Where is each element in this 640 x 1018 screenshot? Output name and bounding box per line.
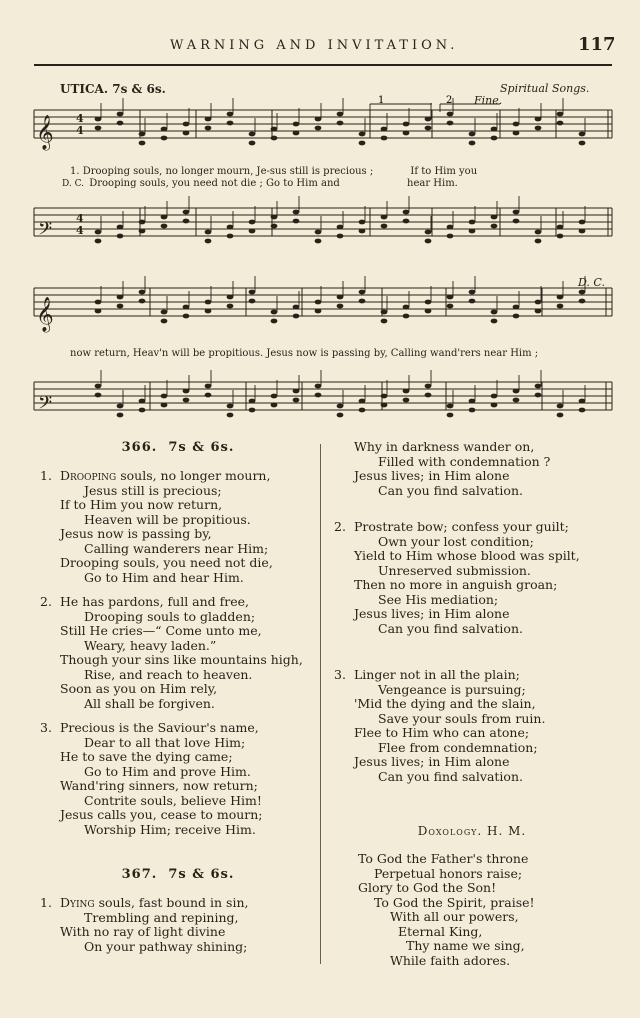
note-head	[205, 117, 212, 122]
note-head	[139, 229, 146, 234]
verse-line: 1. Dying souls, fast bound in sin,	[40, 895, 249, 910]
verse	[40, 896, 316, 954]
verse-line: Weary, heavy laden.”	[84, 637, 217, 653]
note-head	[205, 230, 212, 235]
doxology-line: Glory to God the Son!	[358, 880, 497, 895]
note-head	[95, 239, 102, 244]
note-head	[337, 295, 344, 300]
doxology-line: To God the Father's throne	[358, 851, 529, 866]
lyric-line-2: D. C. Drooping souls, you need not die ; Go to Him and hear Him.	[62, 178, 458, 189]
note-head	[227, 112, 234, 117]
note-head	[579, 229, 586, 234]
note-head	[205, 309, 212, 314]
running-title: WARNING AND INVITATION.	[170, 38, 459, 53]
note-head	[271, 394, 278, 399]
hymn-367-verse-1-start	[40, 896, 316, 954]
ending-2-label: 2	[446, 95, 453, 106]
note-head	[579, 290, 586, 295]
note-head	[337, 112, 344, 117]
verse-line: 1. Drooping souls, no longer mourn,	[40, 468, 271, 483]
verse-line: Save your souls from ruin.	[378, 710, 546, 726]
note-head	[469, 141, 476, 146]
note-head	[535, 309, 542, 314]
note-head	[381, 215, 388, 220]
verse-line: Drooping souls, you need not die,	[60, 555, 273, 570]
svg-text:𝄢: 𝄢	[38, 393, 53, 418]
note-head	[491, 136, 498, 141]
note-head	[227, 304, 234, 309]
note-head	[183, 398, 190, 403]
note-head	[95, 300, 102, 305]
note-head	[513, 305, 520, 310]
note-head	[469, 290, 476, 295]
note-head	[579, 132, 586, 137]
note-head	[95, 230, 102, 235]
note-head	[359, 229, 366, 234]
note-head	[95, 117, 102, 122]
note-head	[117, 295, 124, 300]
verse-line: Yield to Him whose blood was spilt,	[354, 548, 580, 563]
note-head	[117, 112, 124, 117]
note-head	[403, 219, 410, 224]
music-score	[0, 74, 640, 424]
note-head	[557, 304, 564, 309]
verse-line: Then no more in anguish groan;	[354, 577, 558, 592]
note-head	[315, 300, 322, 305]
verse	[40, 469, 316, 585]
note-head	[249, 141, 256, 146]
note-head	[381, 394, 388, 399]
note-head	[557, 413, 564, 418]
note-head	[579, 299, 586, 304]
note-head	[403, 131, 410, 136]
note-head	[491, 403, 498, 408]
verse-line: Drooping souls to gladden;	[84, 608, 256, 624]
note-head	[469, 132, 476, 137]
doxology-line: Thy name we sing,	[406, 938, 525, 953]
svg-text:𝄢: 𝄢	[38, 219, 53, 244]
verse	[334, 520, 610, 636]
note-head	[447, 234, 454, 239]
note-head	[293, 389, 300, 394]
note-head	[271, 215, 278, 220]
verse-number: 2.	[40, 594, 52, 609]
note-head	[95, 126, 102, 131]
note-head	[161, 215, 168, 220]
note-head	[359, 299, 366, 304]
note-head	[513, 314, 520, 319]
note-head	[403, 305, 410, 310]
verse-line: Filled with condemnation ?	[378, 453, 551, 469]
verse-line: 2. He has pardons, full and free,	[40, 594, 250, 609]
note-head	[447, 295, 454, 300]
note-head	[139, 290, 146, 295]
verse-number: 1.	[40, 895, 52, 910]
note-head	[513, 219, 520, 224]
note-head	[271, 319, 278, 324]
note-head	[359, 141, 366, 146]
note-head	[535, 117, 542, 122]
verse	[334, 668, 610, 784]
verse-line: Trembling and repining,	[84, 909, 239, 925]
verse-line: Jesus lives; in Him alone	[354, 754, 510, 769]
note-head	[337, 404, 344, 409]
note-head	[139, 141, 146, 146]
note-head	[381, 224, 388, 229]
verse-line: All shall be forgiven.	[84, 695, 215, 711]
verse-number: 1.	[40, 468, 52, 483]
tune-source: Spiritual Songs.	[500, 82, 590, 95]
note-head	[249, 399, 256, 404]
note-head	[557, 295, 564, 300]
verse-line: Jesus lives; in Him alone	[354, 606, 510, 621]
verse-line: Jesus now is passing by,	[60, 526, 212, 541]
note-head	[293, 219, 300, 224]
note-head	[249, 229, 256, 234]
note-head	[249, 132, 256, 137]
note-head	[315, 126, 322, 131]
note-head	[513, 210, 520, 215]
verse-line: Flee from condemnation;	[378, 739, 538, 755]
note-head	[513, 131, 520, 136]
note-head	[161, 310, 168, 315]
note-head	[183, 314, 190, 319]
note-head	[139, 408, 146, 413]
note-head	[447, 304, 454, 309]
note-head	[315, 117, 322, 122]
note-head	[161, 136, 168, 141]
note-head	[183, 131, 190, 136]
hymn-367-verse-2-3	[334, 520, 610, 784]
verse-line: With no ray of light divine	[60, 924, 226, 939]
doxology-text	[334, 852, 610, 968]
note-head	[535, 393, 542, 398]
verse-number: 2.	[334, 519, 346, 534]
verse-line: Vengeance is pursuing;	[378, 681, 526, 697]
note-head	[579, 408, 586, 413]
note-head	[293, 131, 300, 136]
verse	[40, 721, 316, 837]
note-head	[513, 398, 520, 403]
note-head	[139, 132, 146, 137]
note-head	[117, 413, 124, 418]
note-head	[579, 141, 586, 146]
note-head	[579, 399, 586, 404]
note-head	[447, 121, 454, 126]
note-head	[469, 299, 476, 304]
note-head	[579, 220, 586, 225]
note-head	[183, 389, 190, 394]
note-head	[491, 310, 498, 315]
note-head	[337, 121, 344, 126]
hymn-366-heading: 366. 7s & 6s.	[121, 440, 235, 455]
note-head	[183, 305, 190, 310]
note-head	[425, 117, 432, 122]
note-head	[205, 300, 212, 305]
svg-text:𝄞: 𝄞	[36, 297, 54, 332]
note-head	[513, 389, 520, 394]
note-head	[403, 210, 410, 215]
note-head	[161, 127, 168, 132]
verse-line: 'Mid the dying and the slain,	[354, 696, 536, 711]
note-head	[183, 210, 190, 215]
note-head	[403, 389, 410, 394]
note-head	[249, 290, 256, 295]
doxology-line: With all our powers,	[390, 909, 519, 924]
hymn-366-verses	[40, 469, 316, 837]
note-head	[359, 132, 366, 137]
note-head	[557, 404, 564, 409]
note-head	[425, 309, 432, 314]
note-head	[403, 314, 410, 319]
note-head	[425, 230, 432, 235]
note-head	[95, 393, 102, 398]
note-head	[359, 290, 366, 295]
note-head	[315, 384, 322, 389]
note-head	[469, 399, 476, 404]
note-head	[469, 220, 476, 225]
svg-text:𝄞: 𝄞	[36, 115, 54, 150]
note-head	[271, 310, 278, 315]
note-head	[337, 413, 344, 418]
note-head	[337, 234, 344, 239]
note-head	[447, 112, 454, 117]
verse-line: Calling wanderers near Him;	[84, 540, 269, 556]
verse-line: 2. Prostrate bow; confess your guilt;	[334, 519, 569, 534]
verse-line: 3. Linger not in all the plain;	[334, 667, 520, 682]
note-head	[139, 399, 146, 404]
verse-number: 3.	[40, 720, 52, 735]
lyric-line-1: 1. Drooping souls, no longer mourn, Je-sus still is precious ; If to Him you	[70, 166, 478, 177]
verse-line: Rise, and reach to heaven.	[84, 666, 253, 682]
verse-line: Go to Him and hear Him.	[84, 569, 244, 585]
note-head	[315, 309, 322, 314]
note-head	[359, 399, 366, 404]
note-head	[293, 398, 300, 403]
staff-lines	[0, 74, 640, 424]
doxology-line: To God the Spirit, praise!	[374, 894, 535, 910]
note-head	[381, 319, 388, 324]
note-head	[491, 224, 498, 229]
note-head	[205, 126, 212, 131]
note-head	[315, 393, 322, 398]
note-head	[425, 300, 432, 305]
note-head	[95, 384, 102, 389]
hymn-367-verse-1-end	[334, 440, 610, 498]
note-head	[447, 404, 454, 409]
verse-line: Why in darkness wander on,	[354, 439, 535, 454]
note-head	[557, 225, 564, 230]
verse-line: Own your lost condition;	[378, 533, 534, 549]
note-head	[227, 225, 234, 230]
note-head	[227, 121, 234, 126]
note-head	[425, 384, 432, 389]
note-head	[381, 310, 388, 315]
note-head	[403, 122, 410, 127]
note-head	[161, 319, 168, 324]
note-head	[293, 210, 300, 215]
note-head	[117, 234, 124, 239]
verse-number: 3.	[334, 667, 346, 682]
verse-line: Soon as you on Him rely,	[60, 681, 218, 696]
page-header	[0, 32, 640, 60]
note-head	[293, 305, 300, 310]
note-head	[557, 112, 564, 117]
note-head	[139, 220, 146, 225]
verse	[40, 595, 316, 711]
left-column	[40, 440, 316, 964]
note-head	[513, 122, 520, 127]
note-head	[183, 219, 190, 224]
verse-line: Unreserved submission.	[378, 562, 531, 578]
note-head	[535, 230, 542, 235]
verse-line: Worship Him; receive Him.	[84, 821, 256, 837]
note-head	[249, 299, 256, 304]
note-head	[271, 127, 278, 132]
verse-line: Go to Him and prove Him.	[84, 763, 251, 779]
note-head	[161, 394, 168, 399]
verse-line: See His mediation;	[378, 591, 499, 607]
note-head	[293, 122, 300, 127]
note-head	[535, 300, 542, 305]
note-head	[227, 404, 234, 409]
note-head	[469, 229, 476, 234]
verse-line: Heaven will be propitious.	[84, 511, 251, 527]
note-head	[205, 393, 212, 398]
svg-text:4: 4	[76, 124, 84, 137]
note-head	[271, 224, 278, 229]
note-head	[139, 299, 146, 304]
verse-line: On your pathway shining;	[84, 938, 248, 954]
header-rule	[34, 64, 612, 66]
page-number: 117	[578, 34, 616, 55]
note-head	[337, 304, 344, 309]
column-divider	[320, 444, 321, 964]
note-head	[161, 224, 168, 229]
note-head	[447, 225, 454, 230]
note-head	[491, 127, 498, 132]
note-head	[425, 126, 432, 131]
note-head	[293, 314, 300, 319]
verse-line: Can you find salvation.	[378, 620, 523, 636]
note-head	[337, 225, 344, 230]
note-head	[161, 403, 168, 408]
note-head	[447, 413, 454, 418]
doxology-line: Perpetual honors raise;	[374, 865, 523, 881]
note-head	[227, 234, 234, 239]
verse-line: Can you find salvation.	[378, 482, 523, 498]
verse-line: If to Him you now return,	[60, 497, 223, 512]
verse-line: Jesus calls you, cease to mourn;	[60, 807, 263, 822]
note-head	[117, 121, 124, 126]
verse-line: Dear to all that love Him;	[84, 734, 246, 750]
note-head	[491, 319, 498, 324]
note-head	[249, 408, 256, 413]
note-head	[315, 239, 322, 244]
hymn-367-heading: 367. 7s & 6s.	[121, 867, 235, 882]
note-head	[557, 121, 564, 126]
note-head	[425, 393, 432, 398]
note-head	[117, 304, 124, 309]
right-column	[334, 440, 610, 968]
doxology-line: While faith adores.	[390, 952, 511, 968]
dc-mark: D. C.	[578, 276, 605, 289]
tune-title: UTICA. 7s & 6s.	[60, 82, 166, 96]
verse-line: 3. Precious is the Saviour's name,	[40, 720, 259, 735]
note-head	[381, 403, 388, 408]
note-head	[183, 122, 190, 127]
verse	[334, 440, 610, 498]
lyric-line-3: now return, Heav'n will be propitious. Jesus now is passing by, Calling wand'rers near Him ;	[70, 348, 539, 359]
note-head	[359, 220, 366, 225]
note-head	[403, 398, 410, 403]
verse-line: Wand'ring sinners, now return;	[60, 778, 258, 793]
note-head	[535, 239, 542, 244]
note-head	[381, 127, 388, 132]
note-head	[205, 384, 212, 389]
verse-line: Flee to Him who can atone;	[354, 725, 530, 740]
note-head	[271, 136, 278, 141]
verse-line: Can you find salvation.	[378, 768, 523, 784]
note-head	[117, 225, 124, 230]
note-head	[315, 230, 322, 235]
note-head	[535, 384, 542, 389]
svg-text:4: 4	[76, 212, 84, 225]
verse-line: Contrite souls, believe Him!	[84, 792, 262, 808]
note-head	[271, 403, 278, 408]
note-head	[95, 309, 102, 314]
svg-text:4: 4	[76, 224, 84, 237]
verse-line: Still He cries—“ Come unto me,	[60, 623, 262, 638]
verse-line: Though your sins like mountains high,	[60, 652, 303, 667]
note-head	[381, 136, 388, 141]
note-head	[117, 404, 124, 409]
note-head	[491, 215, 498, 220]
note-head	[425, 239, 432, 244]
note-head	[469, 408, 476, 413]
ending-1-label: 1	[378, 95, 385, 106]
note-head	[249, 220, 256, 225]
note-head	[227, 413, 234, 418]
svg-text:4: 4	[76, 112, 84, 125]
note-head	[359, 408, 366, 413]
verse-line: Jesus still is precious;	[84, 482, 222, 498]
note-head	[227, 295, 234, 300]
note-head	[205, 239, 212, 244]
verse-line: He to save the dying came;	[60, 749, 233, 764]
verse-line: Jesus lives; in Him alone	[354, 468, 510, 483]
fine-mark: Fine.	[474, 94, 503, 107]
note-head	[535, 126, 542, 131]
note-head	[557, 234, 564, 239]
note-head	[491, 394, 498, 399]
doxology-line: Eternal King,	[398, 923, 483, 939]
doxology-title: Doxology. H. M.	[417, 824, 527, 838]
